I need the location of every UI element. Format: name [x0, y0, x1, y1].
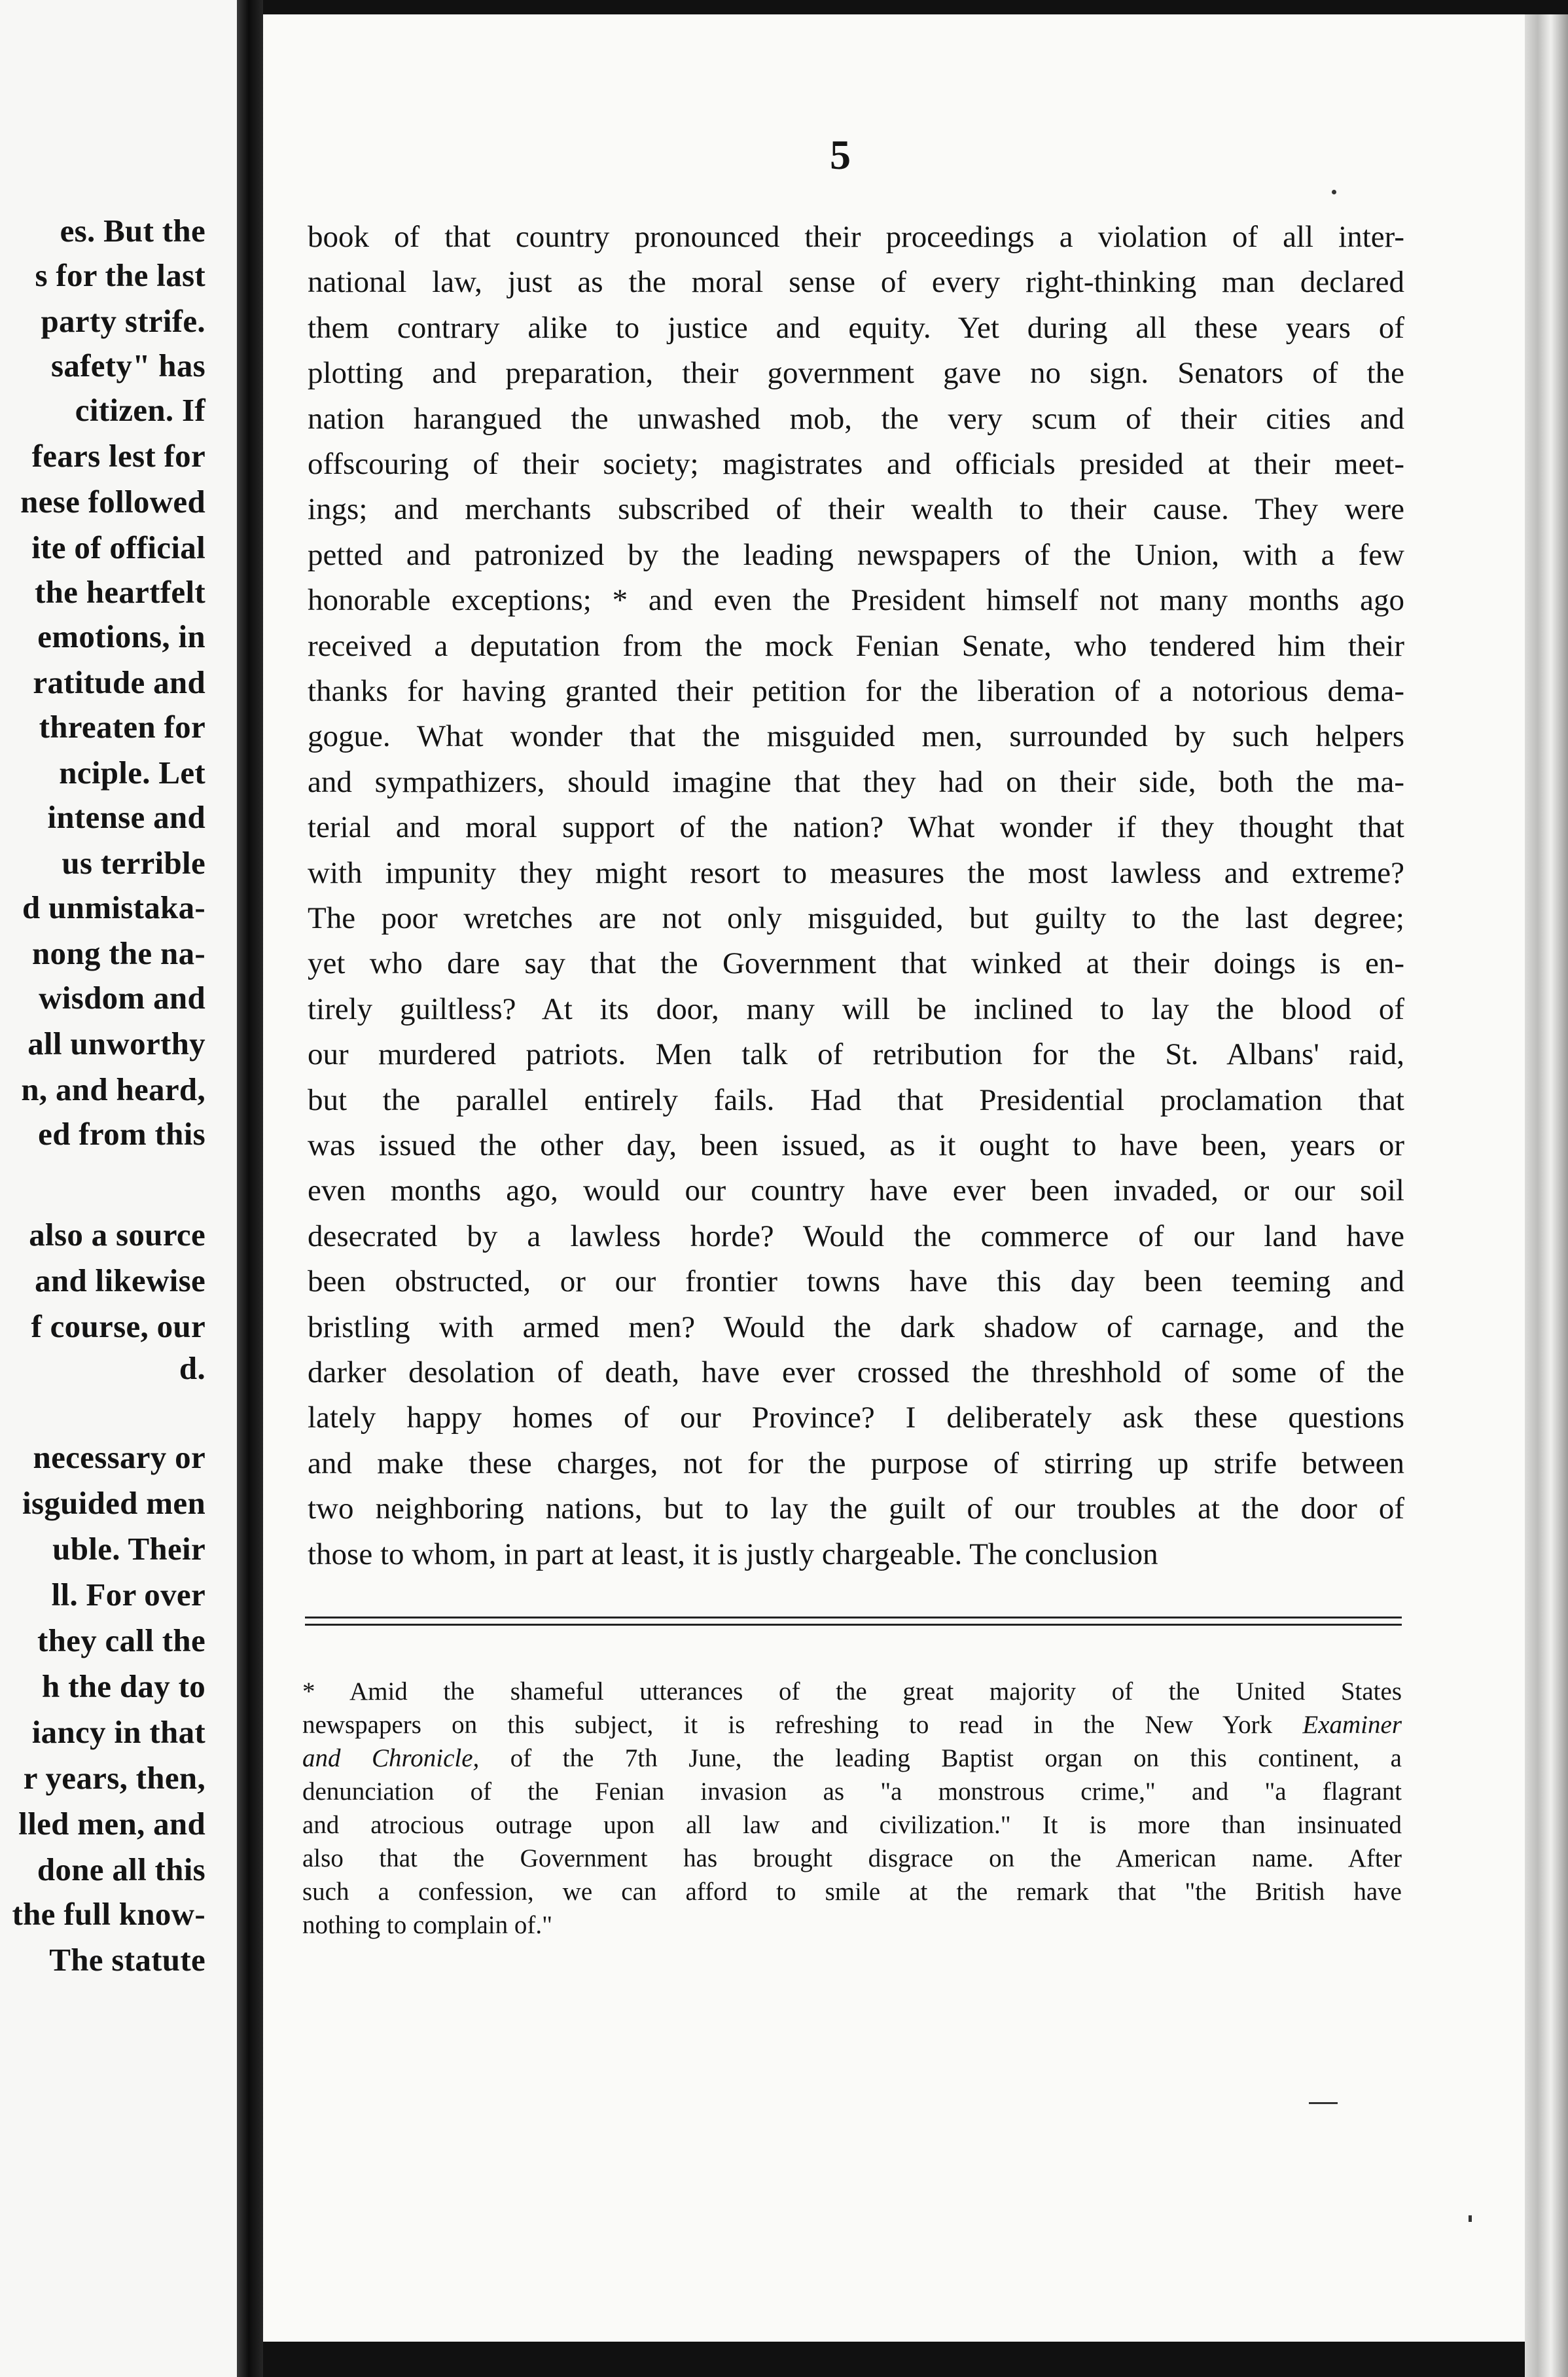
left-page-line: the full know- [12, 1896, 205, 1932]
left-page-line: n, and heard, [21, 1071, 205, 1107]
body-line: those to whom, in part at least, it is justly chargeable. The conclusion [308, 1537, 1158, 1571]
left-page-line: citizen. If [75, 392, 205, 428]
left-page-line: also a source [29, 1217, 205, 1253]
left-page-line: nese followed [20, 484, 205, 520]
left-page-line: all unworthy [27, 1026, 205, 1062]
footnote-rule-bottom [305, 1624, 1402, 1626]
left-page-line: ratitude and [33, 664, 205, 700]
left-page-line: they call the [37, 1622, 205, 1658]
book-gutter [237, 0, 263, 2377]
body-line: honorable exceptions; * and even the President himself not many months ago [308, 583, 1404, 618]
left-page-line: f course, our [31, 1308, 205, 1344]
left-page-line: fears lest for [31, 438, 205, 474]
footnote-line-text: of the 7th June, the leading Baptist organ on this continent, a [510, 1744, 1402, 1772]
left-page-line: and likewise [35, 1262, 205, 1298]
left-page-line: done all this [37, 1851, 205, 1887]
body-line: our murdered patriots. Men talk of retribution for the St. Albans' raid, [308, 1037, 1404, 1072]
body-line: national law, just as the moral sense of every right-thinking man declared [308, 265, 1404, 300]
body-line: but the parallel entirely fails. Had that Presidential proclamation that [308, 1082, 1404, 1117]
left-page-line: uble. Their [52, 1531, 205, 1567]
left-page-line: party strife. [41, 303, 205, 339]
left-page-line: intense and [47, 799, 205, 835]
footnote-line: and atrocious outrage upon all law and civilization." It is more than insinuated [302, 1811, 1402, 1839]
footnote-line: nothing to complain of." [302, 1911, 553, 1939]
footnote-line: * Amid the shameful utterances of the great majority of the United States [302, 1677, 1402, 1706]
footnote-line [302, 1744, 1402, 1773]
body-line: and make these charges, not for the purpose of stirring up strife between [308, 1446, 1404, 1480]
body-line: received a deputation from the mock Fenian Senate, who tendered him their [308, 628, 1404, 663]
footnote-line: such a confession, we can afford to smile at the remark that "the British have [302, 1878, 1402, 1906]
left-page-line: emotions, in [37, 618, 205, 654]
left-page-line: es. But the [60, 213, 205, 249]
body-line: plotting and preparation, their government gave no sign. Senators of the [308, 356, 1404, 391]
footnote-line: also that the Government has brought disgrace on the American name. After [302, 1844, 1402, 1872]
left-page-line: lled men, and [18, 1806, 205, 1842]
body-line: gogue. What wonder that the misguided men, surrounded by such helpers [308, 719, 1404, 754]
body-line: tirely guiltless? At its door, many will be inclined to lay the blood of [308, 992, 1404, 1026]
body-line: darker desolation of death, have ever crossed the threshhold of some of the [308, 1355, 1404, 1389]
left-page-line: ite of official [31, 529, 205, 565]
footnote-rule-top [305, 1617, 1402, 1618]
left-page-line: The statute [49, 1942, 205, 1978]
body-line: offscouring of their society; magistrates and officials presided at their meet- [308, 447, 1404, 481]
print-speck [1332, 190, 1336, 194]
left-page-line: nong the na- [32, 935, 205, 971]
body-line: was issued the other day, been issued, as it ought to have been, years or [308, 1128, 1404, 1162]
print-speck [1469, 2215, 1472, 2222]
left-page-line: threaten for [39, 709, 205, 745]
body-line: bristling with armed men? Would the dark shadow of carnage, and the [308, 1310, 1404, 1344]
left-page-line: us terrible [62, 845, 205, 881]
left-page-line: d. [179, 1350, 205, 1386]
left-page-line: nciple. Let [59, 755, 205, 791]
left-page-line: safety" has [50, 348, 205, 384]
page-edge [1525, 14, 1568, 2377]
body-line: and sympathizers, should imagine that they had on their side, both the ma- [308, 764, 1404, 799]
left-page-line: ll. For over [51, 1577, 205, 1613]
body-line: nation harangued the unwashed mob, the very scum of their cities and [308, 401, 1404, 436]
body-line: even months ago, would our country have ever been invaded, or our soil [308, 1173, 1404, 1208]
body-line: book of that country pronounced their proceedings a violation of all inter- [308, 220, 1404, 254]
left-page-line: the heartfelt [34, 574, 205, 610]
footnote-italic: Examiner [1302, 1711, 1402, 1739]
left-page-line: wisdom and [39, 980, 205, 1016]
left-page-line: isguided men [22, 1485, 205, 1521]
body-line: ings; and merchants subscribed of their wealth to their cause. They were [308, 492, 1404, 527]
left-page-line: ed from this [38, 1116, 205, 1152]
body-line: petted and patronized by the leading newspapers of the Union, with a few [308, 537, 1404, 572]
page-number: 5 [830, 132, 851, 178]
left-page-line: h the day to [42, 1668, 205, 1704]
left-page-line: d unmistaka- [22, 889, 205, 925]
print-mark [1309, 2102, 1338, 2104]
body-line: terial and moral support of the nation? What wonder if they thought that [308, 810, 1404, 845]
body-line: yet who dare say that the Government that winked at their doings is en- [308, 946, 1404, 981]
left-page-line: necessary or [33, 1439, 205, 1475]
left-page-line: iancy in that [31, 1714, 205, 1750]
left-page-line: s for the last [35, 257, 205, 293]
body-line: The poor wretches are not only misguided, but guilty to the last degree; [308, 901, 1404, 935]
body-line: with impunity they might resort to measures the most lawless and extreme? [308, 855, 1404, 890]
body-line: two neighboring nations, but to lay the guilt of our troubles at the door of [308, 1492, 1404, 1526]
left-page-line: r years, then, [23, 1760, 205, 1796]
body-line: thanks for having granted their petition for the liberation of a notorious dema- [308, 674, 1404, 708]
body-line: lately happy homes of our Province? I deliberately ask these questions [308, 1401, 1404, 1435]
body-line: desecrated by a lawless horde? Would the commerce of our land have [308, 1219, 1404, 1253]
footnote-line: denunciation of the Fenian invasion as "a monstrous crime," and "a flagrant [302, 1778, 1402, 1806]
left-page-fragment [0, 0, 237, 2377]
footnote-line [302, 1711, 1402, 1740]
footnote-line-text: newspapers on this subject, it is refreshing to read in the New York [302, 1711, 1273, 1739]
body-line: them contrary alike to justice and equity. Yet during all these years of [308, 310, 1404, 345]
footnote-italic: and Chronicle, [302, 1744, 480, 1772]
body-line: been obstructed, or our frontier towns have this day been teeming and [308, 1264, 1404, 1299]
